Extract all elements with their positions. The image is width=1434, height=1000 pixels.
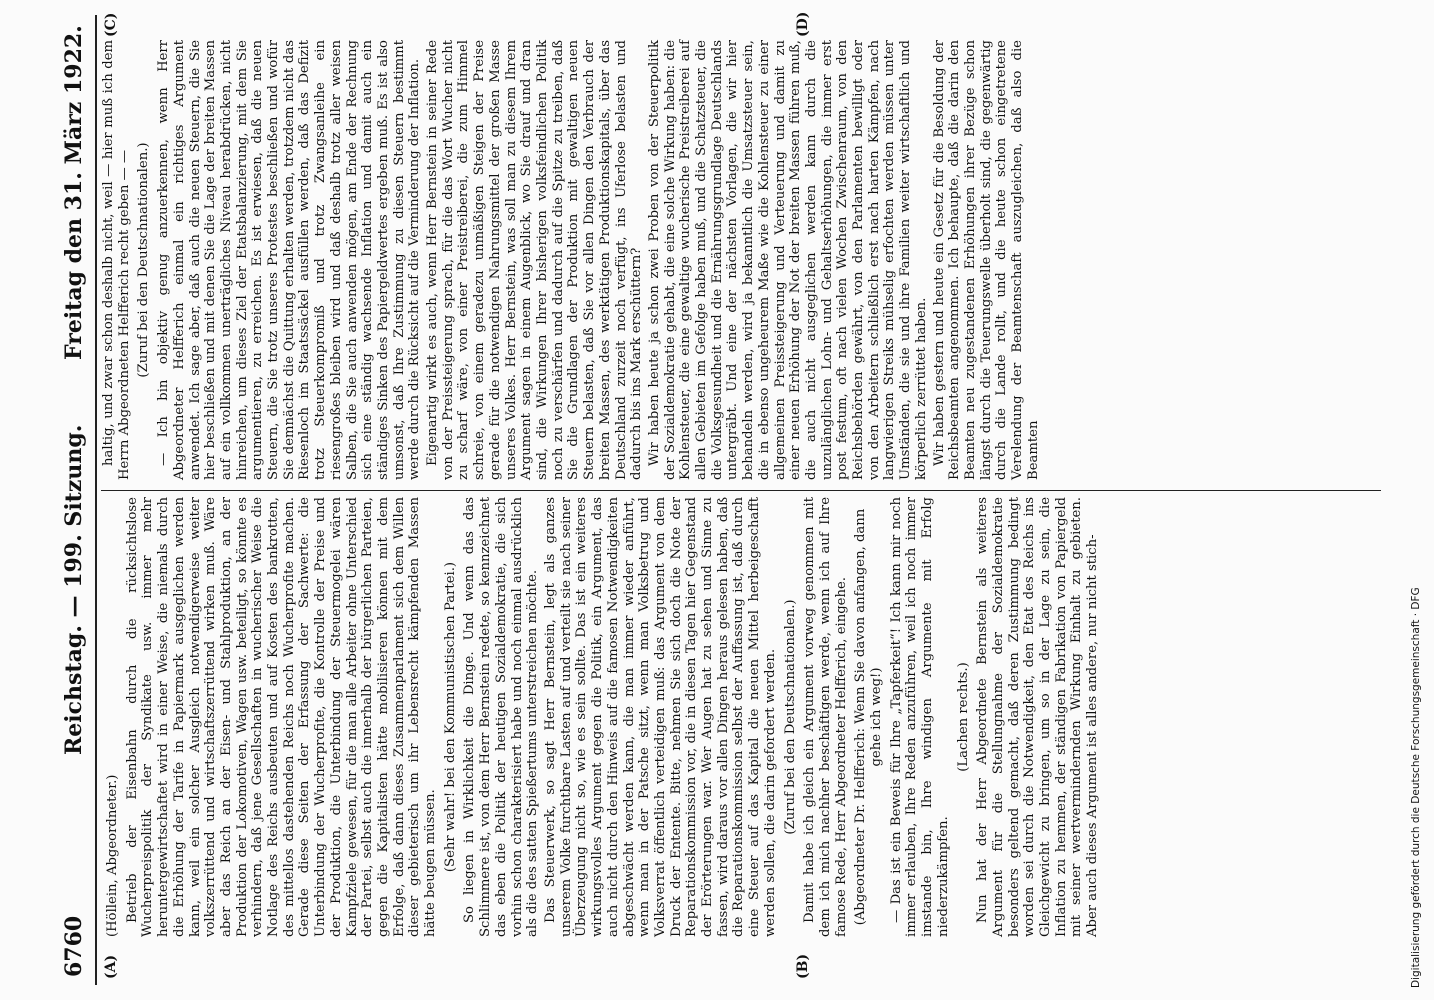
margin-mark-a: (A) — [103, 954, 119, 979]
paragraph: (Abgeordneter Dr. Helfferich: Wenn Sie davon anfangen, dann gehe ich weg!) — [853, 508, 885, 926]
column-divider — [101, 490, 1381, 491]
page-header — [55, 15, 97, 985]
footer-strip — [1410, 8, 1432, 988]
paragraph: haltig, und zwar schon deshalb nicht, weil — hier muß ich dem Herrn Abgeordneten Helfferich recht geben — — — [101, 40, 132, 480]
paragraph: Das Steuerwerk, so sagt Herr Bernstein, legt als ganzes unserem Volke furchtbare Lasten auf und verteilt sie nach seiner Überzeugung nicht so, wie es sein sollte. Das ist ein weiteres wirkungsvolles Argument gegen die Politik, ein Argument, das auch nicht durch den Hinweis auf die famosen Notwendigkeiten abgeschwächt werden kann, die man immer wieder anführt, wenn man in der Patsche sitzt, wenn man Volksbetrug und Volksverrat öffentlich verteidigen muß: das Argument von dem Druck der Entente. Bitte, nehmen Sie sich doch die Note der Reparationskommission vor, die in diesen Tagen hier Gegenstand der Erörterungen war. Wer Augen hat zu sehen und Sinne zu fassen, wird daraus vor allen Dingen heraus gelesen haben, daß die Reparationskommission selbst der Auffassung ist, daß durch eine Steuer auf das Kapital die neuen Mittel herbeigeschafft werden sollen, die darin gefordert werden. — [542, 497, 778, 937]
digitization-note: Digitalisierung gefördert durch die Deutsche Forschungsgemeinschaft · DFG — [1410, 587, 1422, 988]
paragraph: (Zuruf bei den Deutschnationalen.) — [782, 599, 798, 835]
paragraph: Betrieb der Eisenbahn durch die rücksichtslose Wucherpreispolitik der Syndikate usw. immer mehr heruntergewirtschaftet wird in einer Weise, die niemals durch die Erhöhung der Tarife in Papiermark ausgeglichen werden kann, weil ein solcher Ausgleich notwendigerweise weiter volkszerrüttend und wirtschaftszerrüttend wirken muß. Wäre aber das Reich an der Eisen- und Stahlproduktion, an der Produktion der Lokomotiven, Wagen usw. beteiligt, so könnte es verhindern, daß jene Gesellschaften in wucherischer Weise die Notlage des Reichs ausbeuten und auf Kosten des bankrotten, des mittellos dastehenden Reichs noch Wucherprofite machen. Gerade diese Seiten der Erfassung der Sachwerte: die Unterbindung der Wucherprofite, die Kontrolle der Preise und der Produktion, die Unterbindung der Steuermogelei wären Kampfziele gewesen, für die man alle Arbeiter ohne Unterschied der Partei, selbst auch die innerhalb der bürgerlichen Parteien, gegen die Kapitalisten hätte mobilisieren können mit dem Erfolge, daß dann dieses Zusammenparlament sich dem Willen dieser gebieterisch um ihr Lebensrecht kämpfenden Massen hätte beugen müssen. — [124, 497, 439, 937]
text-column-left — [101, 497, 1103, 937]
paragraph: (Lachen rechts.) — [955, 662, 971, 772]
header-rule — [95, 15, 97, 985]
column-left-body — [125, 497, 1101, 937]
header-date: Freitag den 31. März 1922. — [61, 25, 87, 360]
paragraph: Wir haben heute ja schon zwei Proben von der Steuerpolitik der Sozialdemokratie gehabt, die eine solche Wirkung haben: die Kohlensteuer, die eine gewaltige wucherische Preistreiberei auf allen Gebieten im Gefolge haben muß, und die Schatzsteuer, die die Volksgesundheit und die Ernährungsgrundlage Deutschlands untergräbt. Und eine der nächsten Vorlagen, die wir hier behandeln werden, wird ja bekanntlich die Umsatzsteuer sein, die in ebenso ungeheurem Maße wie die Kohlensteuer zu einer allgemeinen Preissteigerung und Verteuerung und damit zu einer neuen Erhöhung der Not der breiten Massen führen muß, die auch nicht ausgeglichen werden kann durch die unzulänglichen Lohn- und Gehaltserhöhungen, die immer erst post festum, oft nach vielen Wochen Zwischenraum, von den Reichsbehörden gewährt, von den Parlamenten bewilligt oder von den Arbeitern schließlich erst nach harten Kämpfen, nach langwierigen Streiks mühselig erfochten werden müssen unter Umständen, die sie und ihre Familien weiter wirtschaftlich und körperlich zerrüttet haben. — [646, 40, 929, 480]
column-right-body — [101, 40, 1041, 480]
paragraph: (Zuruf bei den Deutschnationalen.) — [136, 142, 152, 378]
text-column-right — [101, 40, 1043, 480]
paragraph: So liegen in Wirklichkeit die Dinge. Und wenn das das Schlimmere ist, von dem Herr Bernstein redete, so kennzeichnet das eben die Politik der heutigen Sozialdemokratie, die sich vorhin schon charakterisiert habe und noch einmal ausdrücklich als die des satten Spießertums unterstreichen möchte. — [462, 497, 541, 937]
rotated-page-content — [55, 11, 1395, 985]
margin-mark-b: (B) — [795, 953, 811, 979]
paragraph: Eigenartig wirkt es auch, wenn Herr Bernstein in seiner Rede von der Preissteigerung sprach, für die das Wort Wucher nicht zu scharf wäre, von einer Preistreiberei, die zum Himmel schreie, von einem geradezu unmäßigen Steigen der Preise gerade für die notwendigen Nahrungsmittel der großen Masse unseres Volkes. Herr Bernstein, was soll man zu diesem Ihrem Argument sagen in einem Augenblick, wo Sie drauf und dran sind, die Wirkungen Ihrer bisherigen volksfeindlichen Politik noch zu verschärfen und dadurch auf die Spitze zu treiben, daß Sie die Grundlagen der Produktion mit gewaltigen neuen Steuern belasten, daß Sie vor allen Dingen den Verbrauch der breiten Massen, des werktätigen Produktionskapitals, über das Deutschland zurzeit noch verfügt, ins Uferlose belasten und dadurch bis ins Mark erschüttern? — [425, 40, 645, 480]
paragraph: (Sehr wahr! bei den Kommunistischen Partei.) — [442, 561, 458, 873]
margin-mark-c: (C) — [103, 12, 119, 37]
header-session: Reichstag. — 199. Sitzung. — [61, 424, 87, 755]
paragraph: Wir haben gestern und heute ein Gesetz für die Besoldung der Reichsbeamten angenommen. Ich behaupte, daß die darin den Beamten neu zugestandenen Erhöhungen ihrer Bezüge schon längst durch die Teuerungswelle überholt sind, die gegenwärtig durch die Lande rollt, und die heute schon eingetretene Verelendung der Beamtenschaft auszugleichen, daß also die Beamten — [931, 40, 1041, 480]
margin-mark-d: (D) — [795, 11, 811, 37]
page-number: 6760 — [61, 915, 87, 977]
speaker-label: (Höllein, Abgeordneter.) — [105, 774, 120, 937]
paragraph: — Das ist ein Beweis für Ihre „Tapferkeit“! Ich kann mir noch immer erlauben, Ihre Reden anzuführen, weil ich noch immer imstande bin, Ihre windigen Argumente mit Erfolg niederzukämpfen. — [888, 497, 951, 937]
paragraph: Damit habe ich gleich ein Argument vorweg genommen mit dem ich mich nachher beschäftigen werde, wenn ich auf Ihre famose Rede, Herr Abgeordneter Helfferich, eingehe. — [802, 497, 849, 937]
paragraph: — Ich bin objektiv genug anzuerkennen, wenn Herr Abgeordneter Helfferich einmal ein richtiges Argument anwendet. Ich sage aber, daß auch die neuen Steuern, die Sie hier beschließen und mit denen Sie die Lage der breiten Massen auf ein vollkommen unerträgliches Niveau herabdrücken, nicht hinreichen, um dieses Ziel der Etatsbalanzierung, mit dem Sie argumentieren, zu erreichen. Es ist erwiesen, daß die neuen Steuern, die Sie trotz unseres Protestes beschließen und wofür Sie demnächst die Quittung erhalten werden, trotzdem nicht das Riesenloch im Staatssäckel ausfüllen werden, daß das Defizit trotz Steuerkompromiß und trotz Zwangsanleihe ein riesengroßes bleiben wird und daß deshalb trotz aller weisen Salben, die Sie auch anwenden mögen, am Ende der Rechnung sich eine ständig wachsende Inflation und damit auch ein ständiges Sinken des Papiergeldwertes ergeben muß. Es ist also umsonst, daß Ihre Zustimmung zu diesen Steuern bestimmt werde durch die Rücksicht auf die Verminderung der Inflation. — [156, 40, 423, 480]
paragraph: Nun hat der Herr Abgeordnete Bernstein als weiteres Argument für die Stellungnahme der Sozialdemokratie besonders geltend gemacht, daß deren Zustimmung bedingt worden sei durch die Notwendigkeit, den Etat des Reichs ins Gleichgewicht zu bringen, um so in der Lage zu sein, die Inflation zu hemmen, der ständigen Fabrikation von Papiergeld mit seiner wertvermindernden Wirkung Einhalt zu gebieten. Aber auch dieses Argument ist alles andere, nur nicht stich- — [975, 497, 1101, 937]
